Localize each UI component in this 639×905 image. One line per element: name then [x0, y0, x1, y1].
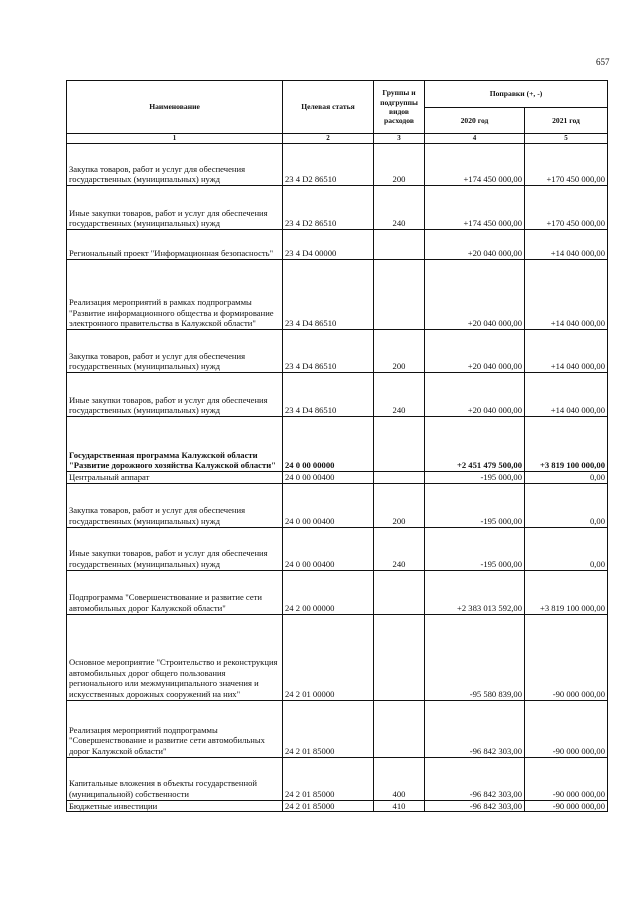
row-name: Реализация мероприятий подпрограммы "Совершенствование и развитие сети автомобильных дорог Калужской области" — [67, 700, 283, 757]
row-target-item: 24 0 00 00400 — [283, 483, 374, 527]
row-target-item: 23 4 D2 86510 — [283, 186, 374, 230]
table-row — [67, 570, 608, 614]
row-expense-group: 240 — [374, 527, 425, 570]
header-year-2020: 2020 год — [425, 108, 525, 134]
row-expense-group: 240 — [374, 373, 425, 417]
row-expense-group — [374, 230, 425, 260]
row-amount-2020: +20 040 000,00 — [425, 330, 525, 373]
row-amount-2020: -195 000,00 — [425, 483, 525, 527]
table-row — [67, 417, 608, 472]
page-number: 657 — [596, 57, 610, 67]
table-row — [67, 800, 608, 812]
row-name: Основное мероприятие "Строительство и реконструкция автомобильных дорог общего пользования регионального или межмуниципального значения и искусственных дорожных сооружений на них" — [67, 614, 283, 700]
row-amount-2020: +20 040 000,00 — [425, 260, 525, 330]
row-amount-2021: +170 450 000,00 — [525, 144, 608, 186]
row-expense-group: 400 — [374, 757, 425, 800]
row-amount-2021: -90 000 000,00 — [525, 700, 608, 757]
table-row — [67, 757, 608, 800]
row-amount-2021: -90 000 000,00 — [525, 614, 608, 700]
row-amount-2020: -195 000,00 — [425, 527, 525, 570]
row-target-item: 24 0 00 00000 — [283, 417, 374, 472]
row-name: Государственная программа Калужской области "Развитие дорожного хозяйства Калужской области" — [67, 417, 283, 472]
row-amount-2020: -96 842 303,00 — [425, 757, 525, 800]
row-name: Иные закупки товаров, работ и услуг для обеспечения государственных (муниципальных) нужд — [67, 373, 283, 417]
row-name: Закупка товаров, работ и услуг для обеспечения государственных (муниципальных) нужд — [67, 483, 283, 527]
row-amount-2021: 0,00 — [525, 527, 608, 570]
row-expense-group: 240 — [374, 186, 425, 230]
header-amendments: Поправки (+, -) — [425, 81, 608, 108]
table-row — [67, 614, 608, 700]
table-row — [67, 144, 608, 186]
table-row — [67, 186, 608, 230]
row-amount-2020: +20 040 000,00 — [425, 230, 525, 260]
row-amount-2021: -90 000 000,00 — [525, 800, 608, 812]
column-number-1: 1 — [67, 134, 283, 144]
row-amount-2020: +2 383 013 592,00 — [425, 570, 525, 614]
row-target-item: 24 2 01 00000 — [283, 614, 374, 700]
row-expense-group — [374, 570, 425, 614]
row-amount-2020: +174 450 000,00 — [425, 186, 525, 230]
row-name: Иные закупки товаров, работ и услуг для обеспечения государственных (муниципальных) нужд — [67, 527, 283, 570]
row-amount-2020: +2 451 479 500,00 — [425, 417, 525, 472]
row-name: Центральный аппарат — [67, 472, 283, 484]
row-expense-group — [374, 417, 425, 472]
row-target-item: 23 4 D4 86510 — [283, 373, 374, 417]
table-row — [67, 700, 608, 757]
row-expense-group: 200 — [374, 483, 425, 527]
row-name: Иные закупки товаров, работ и услуг для обеспечения государственных (муниципальных) нужд — [67, 186, 283, 230]
column-number-2: 2 — [283, 134, 374, 144]
row-expense-group: 200 — [374, 330, 425, 373]
row-name: Капитальные вложения в объекты государственной (муниципальной) собственности — [67, 757, 283, 800]
row-amount-2020: +20 040 000,00 — [425, 373, 525, 417]
row-amount-2021: +170 450 000,00 — [525, 186, 608, 230]
row-expense-group — [374, 700, 425, 757]
table-row — [67, 483, 608, 527]
row-amount-2021: +14 040 000,00 — [525, 230, 608, 260]
table-row — [67, 373, 608, 417]
table-row — [67, 330, 608, 373]
table-row — [67, 260, 608, 330]
row-expense-group: 200 — [374, 144, 425, 186]
row-amount-2021: -90 000 000,00 — [525, 757, 608, 800]
row-amount-2021: +14 040 000,00 — [525, 373, 608, 417]
row-amount-2021: +14 040 000,00 — [525, 330, 608, 373]
row-amount-2021: +14 040 000,00 — [525, 260, 608, 330]
row-name: Закупка товаров, работ и услуг для обеспечения государственных (муниципальных) нужд — [67, 330, 283, 373]
row-amount-2020: +174 450 000,00 — [425, 144, 525, 186]
row-name: Бюджетные инвестиции — [67, 800, 283, 812]
row-expense-group — [374, 260, 425, 330]
row-amount-2021: +3 819 100 000,00 — [525, 570, 608, 614]
row-name: Подпрограмма "Совершенствование и развитие сети автомобильных дорог Калужской области" — [67, 570, 283, 614]
row-expense-group — [374, 614, 425, 700]
row-name: Региональный проект "Информационная безопасность" — [67, 230, 283, 260]
row-target-item: 24 0 00 00400 — [283, 527, 374, 570]
table-row — [67, 527, 608, 570]
row-amount-2020: -96 842 303,00 — [425, 700, 525, 757]
row-target-item: 24 2 01 85000 — [283, 700, 374, 757]
row-target-item: 23 4 D4 86510 — [283, 260, 374, 330]
row-amount-2020: -195 000,00 — [425, 472, 525, 484]
header-target-item: Целевая статья — [283, 81, 374, 134]
row-name: Реализация мероприятий в рамках подпрограммы "Развитие информационного общества и формирование электронного правительства в Калужской области" — [67, 260, 283, 330]
row-target-item: 23 4 D4 00000 — [283, 230, 374, 260]
table-row — [67, 472, 608, 484]
row-target-item: 24 2 00 00000 — [283, 570, 374, 614]
row-target-item: 24 2 01 85000 — [283, 757, 374, 800]
row-target-item: 23 4 D2 86510 — [283, 144, 374, 186]
row-amount-2020: -95 580 839,00 — [425, 614, 525, 700]
column-number-4: 4 — [425, 134, 525, 144]
row-expense-group: 410 — [374, 800, 425, 812]
row-name: Закупка товаров, работ и услуг для обеспечения государственных (муниципальных) нужд — [67, 144, 283, 186]
row-target-item: 24 2 01 85000 — [283, 800, 374, 812]
row-expense-group — [374, 472, 425, 484]
column-number-5: 5 — [525, 134, 608, 144]
table-row — [67, 230, 608, 260]
row-target-item: 24 0 00 00400 — [283, 472, 374, 484]
header-expense-group: Группы и подгруппы видов расходов — [374, 81, 425, 134]
column-number-3: 3 — [374, 134, 425, 144]
header-year-2021: 2021 год — [525, 108, 608, 134]
row-amount-2021: 0,00 — [525, 483, 608, 527]
header-name: Наименование — [67, 81, 283, 134]
row-amount-2021: +3 819 100 000,00 — [525, 417, 608, 472]
row-amount-2020: -96 842 303,00 — [425, 800, 525, 812]
row-amount-2021: 0,00 — [525, 472, 608, 484]
row-target-item: 23 4 D4 86510 — [283, 330, 374, 373]
budget-table — [66, 80, 608, 812]
